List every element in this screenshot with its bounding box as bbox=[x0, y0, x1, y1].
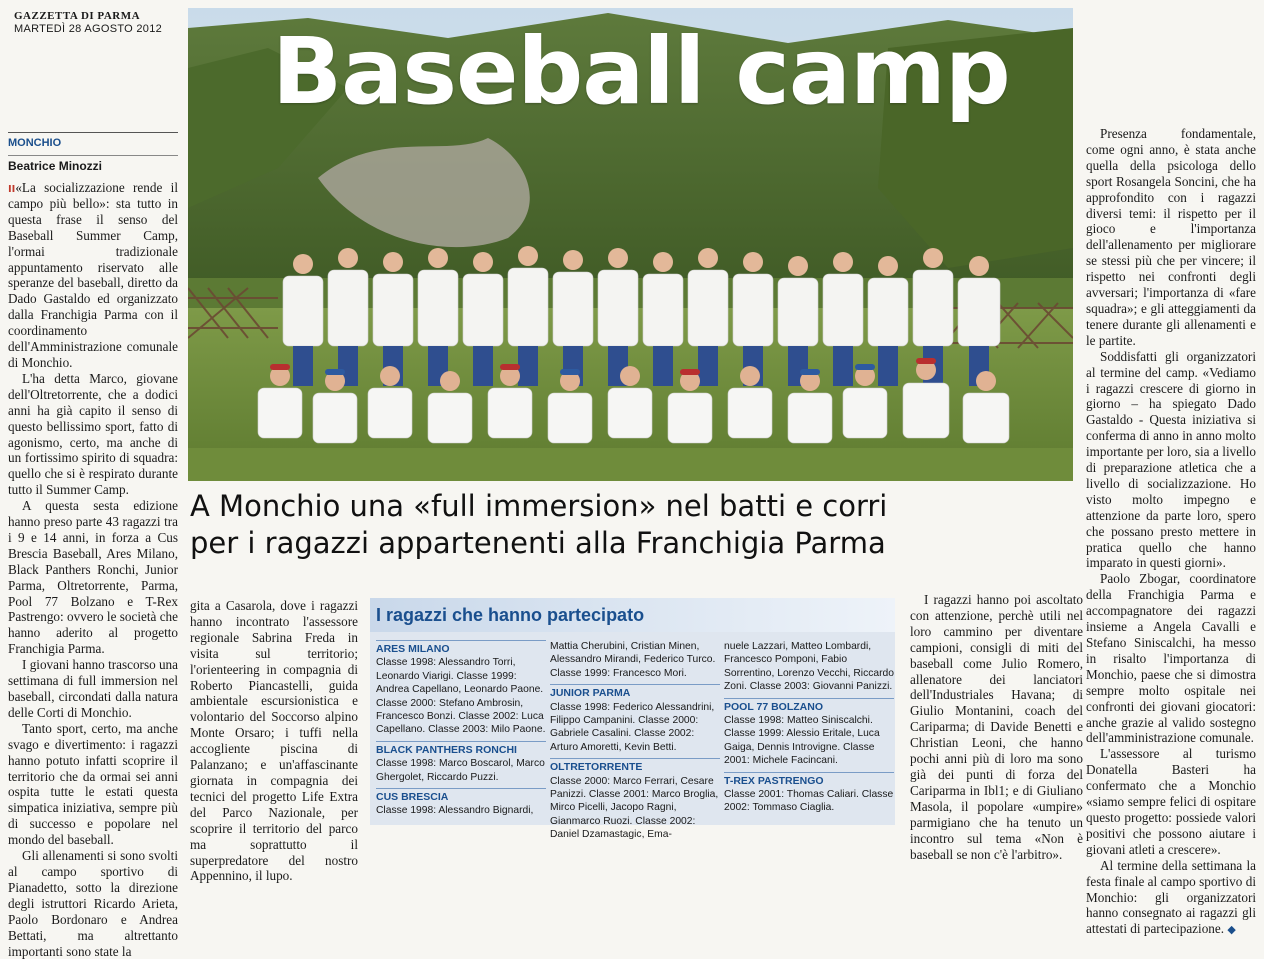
subheadline bbox=[190, 488, 1070, 562]
team-name: CUS BRESCIA bbox=[376, 788, 546, 804]
team-name: OLTRETORRENTE bbox=[550, 758, 720, 774]
paragraph: ıı«La socializzazione rende il campo più bello»: sta tutto in questa frase il senso del Baseball Summer Camp, l'ormai tradizionale appuntamento riservato alle speranze del baseball, diretto da Dado Gastaldo ed organizzato dalla Franchigia Parma con il coordinamento dell'Amministrazione comunale di Monchio. bbox=[8, 180, 178, 370]
paragraph: I ragazzi hanno poi ascoltato con attenzione, perchè utili nel loro cammino per diventare campioni, consigli di miti del baseball come Julio Romero, allenatore dei lanciatori dell'Industriales Havana; di Giulio Montanini, coach del Cariparma; di Davide Benetti e Christian Leoni, che hanno pochi anni più di loro ma sono già dei punti di forza del Cariparma in Ibl1; e di Giuliano Masola, il popolare «umpire» parmigiano che ha tenuto un incontro sul tema «Non è baseball se non c'è l'arbitro». bbox=[910, 592, 1083, 862]
headline: Baseball camp bbox=[272, 18, 1010, 125]
paragraph: gita a Casarola, dove i ragazzi hanno incontrato l'assessore regionale Sabrina Freda in visita sul territorio; l'orienteering in compagnia di Roberto Piancastelli, guida ambientale escursionistica e volontario del Soccorso alpino Monte Orsaro; i tuffi nella accogliente piscina di Palanzano; e un'affascinante giornata in compagnia dei tecnici del progetto Life Extra del Parco Nazionale, per scoprire il territorio del parco ma soprattutto il superpredatore del nostro Appennino, il lupo. bbox=[190, 598, 358, 884]
team-roster: Classe 2001: Thomas Caliari. Classe 2002: Tommaso Ciaglia. bbox=[724, 789, 894, 814]
location-label: MONCHIO bbox=[8, 137, 62, 149]
article-column-1 bbox=[8, 180, 178, 959]
participants-column-2 bbox=[550, 640, 720, 842]
paragraph: Tanto sport, certo, ma anche svago e divertimento: i ragazzi hanno potuto infatti scoprire il territorio che da ormai sei anni ospita tutte le estati questa simpatica iniziativa, sempre più di successo e popolare nel mondo del baseball. bbox=[8, 720, 178, 848]
masthead bbox=[14, 10, 162, 36]
paragraph: Paolo Zbogar, coordinatore della Franchigia Parma e accompagnatore dei ragazzi insieme a Angela Cavalli e Stefano Siniscalchi, ha messo in risalto l'importanza di Monchio, paese che si dimostra sempre molto ospitale nei confronti dei giovani giocatori: anche grazie al valido sostegno dell'amministrazione comunale. bbox=[1086, 571, 1256, 746]
team-roster: Classe 1998: Matteo Siniscalchi. Classe 1999: Alessio Eritale, Luca Gaiga, Dennis Introvigne. Classe 2001: Michele Facincani. bbox=[724, 715, 880, 767]
team-roster: nuele Lazzari, Matteo Lombardi, Francesco Pomponi, Fabio Sorrentino, Lorenzo Vecchi, Riccardo Zoni. Classe 2003: Giovanni Panizzi. bbox=[724, 641, 894, 693]
paragraph: Soddisfatti gli organizzatori al termine del camp. «Vediamo i ragazzi crescere di giorno in giorno – ha spiegato Dado Gastaldo - Questa iniziativa si conferma di anno in anno molto importante per loro, sia a livello di preparazione atletica che a livello di socializzazione. Ho visto molto impegno e attenzione da parte loro, spero che possano presto mettere in pratica quello che hanno imparato in questi giorni». bbox=[1086, 348, 1256, 571]
participants-column-1 bbox=[376, 640, 546, 818]
team-roster: Classe 1998: Marco Boscarol, Marco Ghergolet, Riccardo Puzzi. bbox=[376, 758, 545, 783]
participants-column-3 bbox=[724, 640, 894, 815]
subheadline-line-1: A Monchio una «full immersion» nel batti e corri bbox=[190, 489, 888, 523]
team-name: BLACK PANTHERS RONCHI bbox=[376, 741, 546, 757]
paragraph: I giovani hanno trascorso una settimana di full immersion nel baseball, circondati dalla natura delle Corti di Monchio. bbox=[8, 657, 179, 720]
article-column-3 bbox=[910, 592, 1083, 862]
team-roster: Classe 1998: Alessandro Bignardi, bbox=[376, 805, 534, 817]
paragraph: L'assessore al turismo Donatella Basteri ha confermato che a Monchio «siamo sempre felici di ospitare questo progetto: possiede valori positivi che possono aiutare i giovani atleti a crescere». bbox=[1086, 746, 1256, 857]
byline-block bbox=[8, 132, 178, 173]
author-name: Beatrice Minozzi bbox=[8, 155, 178, 173]
issue-date: MARTEDÌ 28 AGOSTO 2012 bbox=[14, 23, 163, 35]
article-column-4 bbox=[1086, 126, 1256, 939]
paragraph: L'ha detta Marco, giovane dell'Oltretorrente, che a dodici anni ha già capito il senso di questo bellissimo sport, fatto di agonismo, certo, ma anche di un fortissimo spirito di squadra: quello che si è respirato durante tutto il Summer Camp. bbox=[8, 370, 178, 498]
participants-box bbox=[370, 598, 895, 841]
team-name: JUNIOR PARMA bbox=[550, 684, 720, 700]
team-name: T-REX PASTRENGO bbox=[724, 772, 894, 788]
participants-box-title: I ragazzi che hanno partecipato bbox=[370, 598, 895, 632]
paragraph: A questa sesta edizione hanno preso parte 43 ragazzi tra i 9 e 14 anni, in forza a Cus Brescia Baseball, Ares Milano, Black Panthers Ronchi, Junior Parma, Oltretorrente, Parma, Pool 77 Bolzano e T-Rex Pastrengo: ovvero le società che hanno aderito al progetto Franchigia Parma. bbox=[8, 498, 178, 657]
end-of-article-icon: ◆ bbox=[1227, 924, 1236, 937]
team-roster: Classe 1998: Alessandro Torri, Leonardo Viarigi. Classe 1999: Andrea Capellano, Leonardo Paone. Classe 2000: Stefano Ambrosin, Francesco Bonzi. Classe 2002: Luca Capellano. Classe 2003: Milo Paone. bbox=[376, 657, 546, 736]
paragraph-start-icon: ıı bbox=[8, 180, 16, 195]
newspaper-name: GAZZETTA DI PARMA bbox=[14, 10, 141, 22]
team-roster: Mattia Cherubini, Cristian Minen, Alessandro Mirandi, Federico Turco. Classe 1999: Francesco Mori. bbox=[550, 641, 716, 679]
article-column-2 bbox=[190, 598, 358, 884]
paragraph: Gli allenamenti si sono svolti al campo sportivo di Pianadetto, sotto la direzione degli istruttori Ricardo Arieta, Paolo Bordonaro e Andrea Bettati, ma altrettanto importanti sono state la bbox=[8, 848, 178, 959]
team-roster: Classe 1998: Federico Alessandrini, Filippo Campanini. Classe 2000: Gabriele Casalini. Classe 2002: Arturo Amoretti, Kevin Betti. bbox=[550, 701, 715, 753]
team-roster: Classe 2000: Marco Ferrari, Cesare Panizzi. Classe 2001: Marco Broglia, Mirco Picelli, Jacopo Ragni, Gianmarco Ruozi. Classe 2002: Daniel Dzamastagic, Ema- bbox=[550, 775, 719, 841]
paragraph: Presenza fondamentale, come ogni anno, è stata anche quella della psicologa dello sport Rosangela Soncini, che ha approfondito con i ragazzi diversi temi: il rispetto per il gioco e l'importanza dell'allenamento per migliorare se stessi più che per vincere; il rispetto nei confronti degli avversari; l'importanza di «fare squadra»; e gli atteggiamenti da tenere durante gli allenamenti e le partite. bbox=[1086, 126, 1256, 348]
subheadline-line-2: per i ragazzi appartenenti alla Franchigia Parma bbox=[190, 526, 886, 560]
team-name: POOL 77 BOLZANO bbox=[724, 698, 894, 714]
paragraph: Al termine della settimana la festa finale al campo sportivo di Monchio: gli organizzatori hanno consegnato ai ragazzi gli attestati di partecipazione. ◆ bbox=[1086, 857, 1256, 937]
team-name: ARES MILANO bbox=[376, 640, 546, 656]
